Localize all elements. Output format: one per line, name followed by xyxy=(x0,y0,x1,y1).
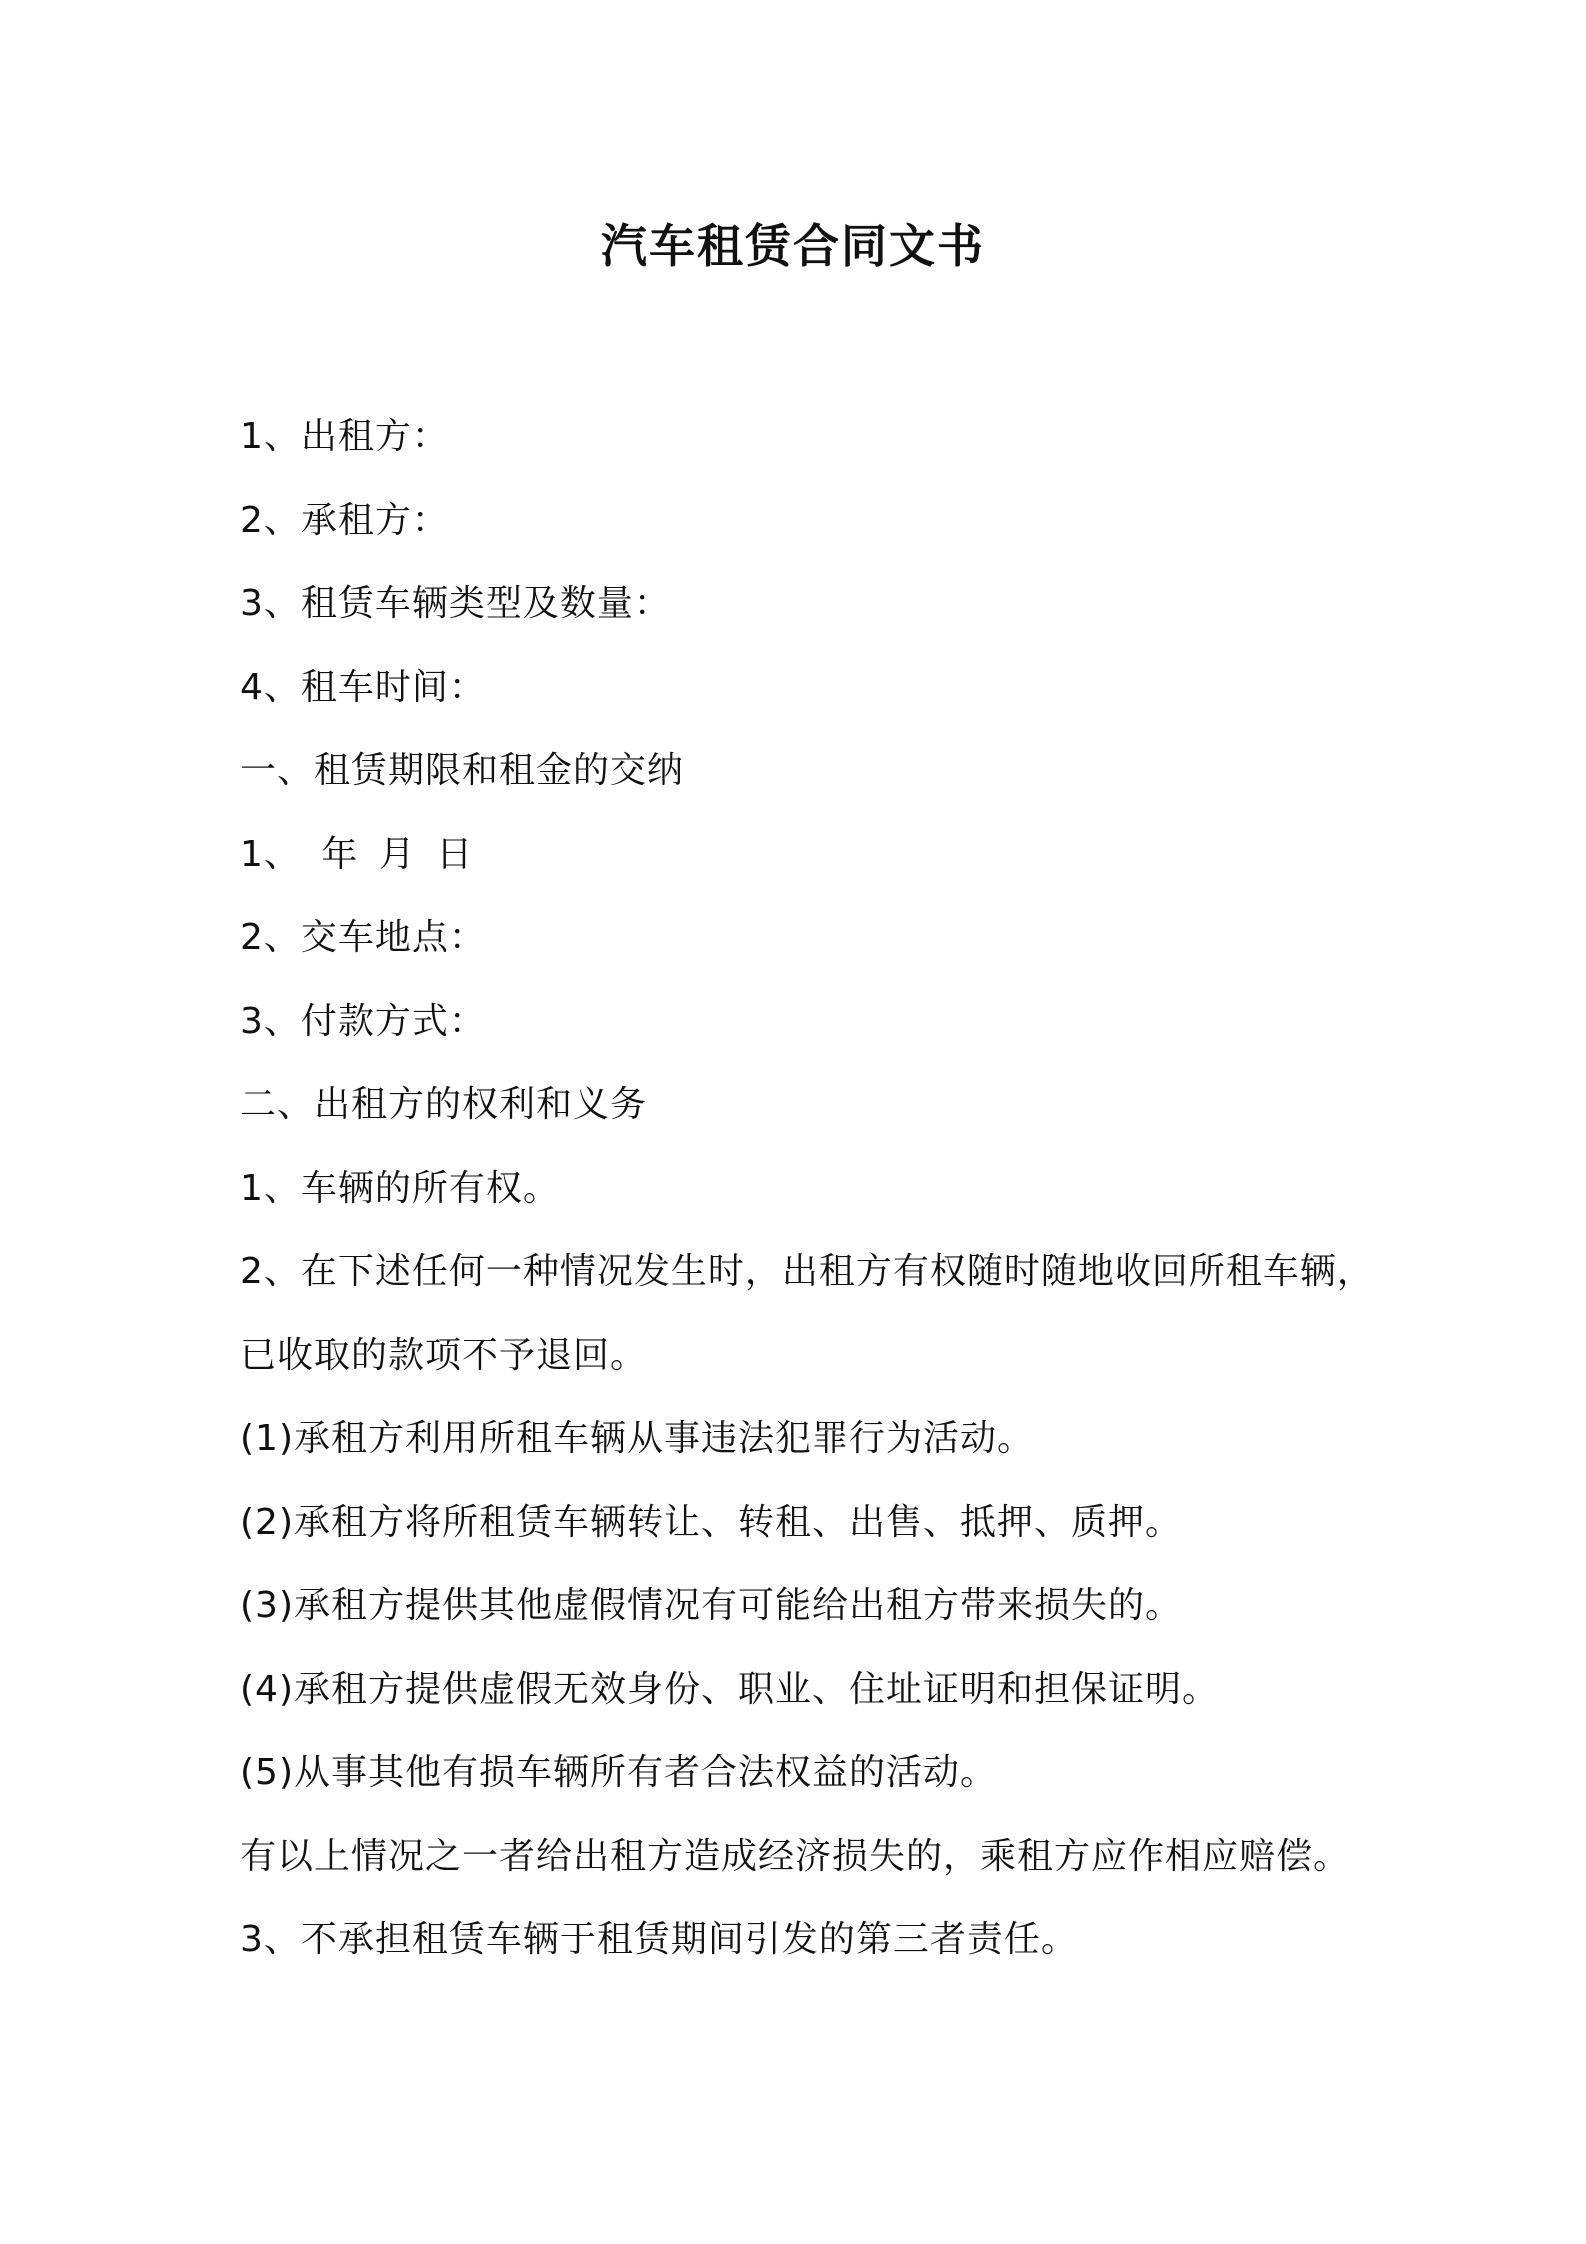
section-heading-term-and-rent: 一、租赁期限和租金的交纳 xyxy=(240,750,685,791)
condition-item-5: (5)从事其他有损车辆所有者合法权益的活动。 xyxy=(240,1752,997,1793)
condition-item-1: (1)承租方利用所租车辆从事违法犯罪行为活动。 xyxy=(240,1418,1034,1459)
clause-rental-time: 4、租车时间： xyxy=(240,666,486,708)
document-title: 汽车租赁合同文书 xyxy=(601,219,985,273)
condition-item-3: (3)承租方提供其他虚假情况有可能给出租方带来损失的。 xyxy=(240,1585,1182,1626)
clause-repossession-continued: 已收取的款项不予退回。 xyxy=(240,1334,648,1376)
clause-repossession: 2、在下述任何一种情况发生时，出租方有权随时随地收回所租车辆， xyxy=(240,1251,1374,1292)
document-body xyxy=(240,408,1420,1995)
condition-item-2: (2)承租方将所租赁车辆转让、转租、出售、抵押、质押。 xyxy=(240,1501,1182,1543)
clause-delivery-location: 2、交车地点： xyxy=(240,917,486,958)
clause-vehicle-ownership: 1、车辆的所有权。 xyxy=(240,1167,560,1209)
clause-lessee: 2、承租方： xyxy=(240,499,449,541)
clause-lessor: 1、出租方： xyxy=(240,416,449,457)
condition-item-4: (4)承租方提供虚假无效身份、职业、住址证明和担保证明。 xyxy=(240,1668,1219,1710)
clause-compensation: 有以上情况之一者给出租方造成经济损失的，乘租方应作相应赔偿。 xyxy=(240,1835,1351,1877)
clause-payment-method: 3、付款方式： xyxy=(240,1000,486,1042)
clause-vehicle-type-quantity: 3、租赁车辆类型及数量： xyxy=(240,583,671,624)
clause-date: 1、 年 月 日 xyxy=(240,833,474,875)
section-heading-lessor-rights: 二、出租方的权利和义务 xyxy=(240,1084,648,1125)
clause-third-party-liability: 3、不承担租赁车辆于租赁期间引发的第三者责任。 xyxy=(240,1919,1078,1960)
